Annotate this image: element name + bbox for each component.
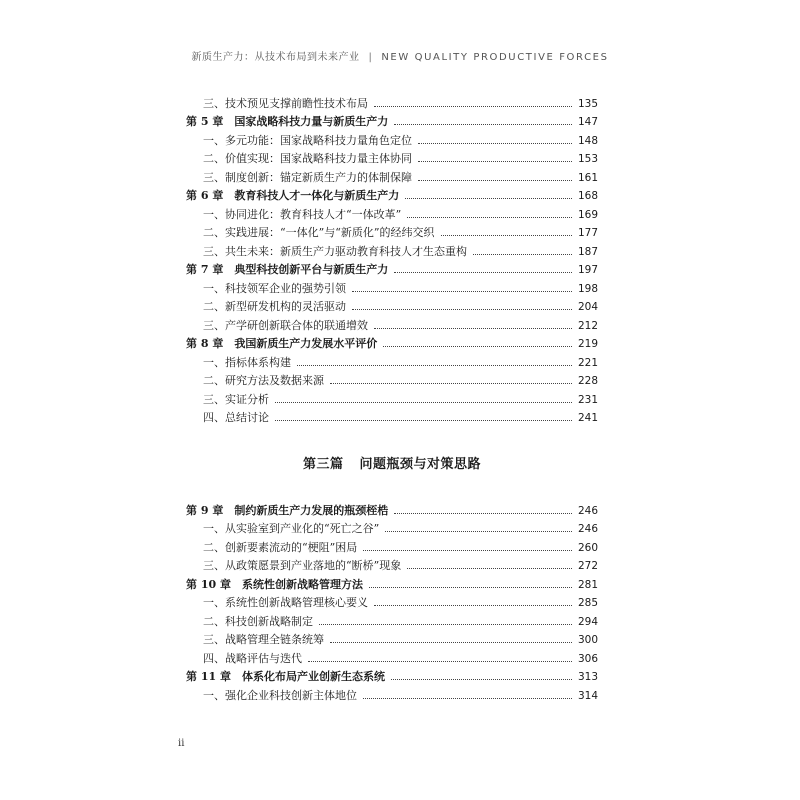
- toc-entry-title: 第 10 章 系统性创新战略管理方法: [186, 577, 363, 591]
- toc-page-number: 148: [577, 134, 598, 147]
- toc-page-number: 241: [577, 412, 598, 424]
- header-title-cn: 新质生产力：从技术布局到未来产业: [191, 52, 360, 63]
- toc-entry-title: 二、新型研发机构的灵活驱动: [203, 300, 346, 313]
- toc-section-entry: [186, 222, 598, 241]
- toc-page-number: 153: [577, 153, 598, 165]
- page-folio: ii: [178, 738, 185, 749]
- toc-page-number: 168: [577, 190, 598, 202]
- toc-section-entry: [186, 536, 598, 555]
- dot-leader: [330, 383, 572, 384]
- toc-block-2: [186, 499, 598, 703]
- dot-leader: [275, 420, 572, 421]
- part-title: 问题瓶颈与对策思路: [359, 456, 482, 472]
- toc-section-entry: [186, 370, 598, 389]
- dot-leader: [374, 605, 572, 606]
- toc-chapter-entry: [186, 333, 598, 352]
- toc-entry-title: 三、制度创新：锚定新质生产力的体制保障: [203, 170, 412, 184]
- toc-page-number: 285: [577, 597, 598, 609]
- toc-entry-title: 二、实践进展：“一体化”与“新质化”的经纬交织: [203, 226, 435, 239]
- dot-leader: [473, 254, 572, 255]
- toc-entry-title: 三、实证分析: [203, 392, 269, 406]
- toc-page-number: 272: [577, 560, 598, 572]
- toc-page-number: 300: [577, 634, 598, 646]
- dot-leader: [407, 568, 572, 569]
- toc-page-number: 198: [577, 282, 598, 295]
- dot-leader: [352, 291, 572, 292]
- toc-chapter-entry: [186, 111, 598, 130]
- toc-block-1: [186, 92, 598, 425]
- toc-entry-title: 一、多元功能：国家战略科技力量角色定位: [203, 133, 412, 147]
- dot-leader: [297, 365, 572, 366]
- toc-section-entry: [186, 166, 598, 185]
- toc-entry-title: 三、共生未来：新质生产力驱动教育科技人才生态重构: [203, 244, 467, 258]
- toc-page-number: 314: [577, 689, 598, 702]
- toc-section-entry: [186, 388, 598, 407]
- toc-entry-title: 第 7 章 典型科技创新平台与新质生产力: [186, 263, 389, 276]
- toc-section-entry: [186, 92, 598, 111]
- dot-leader: [330, 642, 572, 643]
- toc-chapter-entry: [186, 499, 598, 518]
- dot-leader: [275, 402, 572, 403]
- header-title-en: NEW QUALITY PRODUCTIVE FORCES: [381, 52, 609, 63]
- dot-leader: [405, 198, 572, 199]
- toc-entry-title: 一、指标体系构建: [203, 355, 291, 369]
- toc-section-entry: [186, 203, 598, 222]
- toc-chapter-entry: [186, 666, 598, 685]
- toc-entry-title: 第 11 章 体系化布局产业创新生态系统: [186, 670, 385, 683]
- toc-entry-title: 第 8 章 我国新质生产力发展水平评价: [186, 337, 378, 350]
- toc-page-number: 177: [577, 227, 598, 239]
- toc-page-number: 231: [577, 393, 598, 406]
- toc-page-number: 187: [577, 245, 598, 258]
- toc-page-number: 135: [577, 97, 598, 110]
- toc-page-number: 147: [577, 116, 598, 128]
- toc-entry-title: 第 5 章 国家战略科技力量与新质生产力: [186, 115, 389, 128]
- toc-page-number: 204: [577, 301, 598, 313]
- toc-section-entry: [186, 129, 598, 148]
- toc-entry-title: 四、总结讨论: [203, 411, 269, 424]
- toc-section-entry: [186, 296, 598, 315]
- dot-leader: [418, 161, 572, 162]
- toc-page-number: 306: [577, 652, 598, 665]
- toc-section-entry: [186, 314, 598, 333]
- toc-page-number: 219: [577, 338, 598, 350]
- toc-page-number: 228: [577, 375, 598, 387]
- toc-section-entry: [186, 351, 598, 370]
- dot-leader: [407, 217, 572, 218]
- dot-leader: [374, 328, 572, 329]
- toc-entry-title: 二、科技创新战略制定: [203, 614, 313, 628]
- toc-page-number: 281: [577, 578, 598, 591]
- toc-page-number: 197: [577, 264, 598, 276]
- toc-entry-title: 一、从实验室到产业化的“死亡之谷”: [203, 522, 380, 535]
- toc-section-entry: [186, 629, 598, 648]
- dot-leader: [383, 346, 572, 347]
- dot-leader: [319, 624, 572, 625]
- toc-section-entry: [186, 407, 598, 426]
- toc-section-entry: [186, 148, 598, 167]
- toc-entry-title: 二、研究方法及数据来源: [203, 374, 324, 387]
- toc-section-entry: [186, 518, 598, 537]
- dot-leader: [385, 531, 572, 532]
- toc-page-number: 260: [577, 541, 598, 554]
- part-number: 第三篇: [302, 456, 344, 472]
- toc-section-entry: [186, 592, 598, 611]
- toc-page-number: 212: [577, 319, 598, 332]
- toc-entry-title: 二、创新要素流动的“梗阻”困局: [203, 540, 358, 554]
- table-of-contents: [186, 92, 598, 703]
- dot-leader: [308, 661, 572, 662]
- toc-page-number: 294: [577, 615, 598, 628]
- dot-leader: [394, 513, 572, 514]
- toc-entry-title: 二、价值实现：国家战略科技力量主体协同: [203, 152, 412, 165]
- toc-chapter-entry: [186, 185, 598, 204]
- toc-entry-title: 第 9 章 制约新质生产力发展的瓶颈桎梏: [186, 503, 389, 517]
- dot-leader: [418, 143, 572, 144]
- toc-page-number: 221: [577, 356, 598, 369]
- toc-section-entry: [186, 555, 598, 574]
- toc-entry-title: 一、协同进化：教育科技人才“一体改革”: [203, 207, 402, 221]
- toc-chapter-entry: [186, 259, 598, 278]
- toc-page-number: 313: [577, 671, 598, 683]
- toc-entry-title: 一、强化企业科技创新主体地位: [203, 688, 357, 702]
- dot-leader: [394, 272, 572, 273]
- dot-leader: [363, 698, 572, 699]
- toc-entry-title: 三、战略管理全链条统筹: [203, 633, 324, 646]
- toc-page-number: 246: [577, 523, 598, 535]
- dot-leader: [441, 235, 572, 236]
- running-header: [0, 48, 800, 63]
- dot-leader: [394, 124, 572, 125]
- toc-section-entry: [186, 277, 598, 296]
- toc-page-number: 246: [577, 504, 598, 517]
- dot-leader: [418, 180, 572, 181]
- toc-entry-title: 三、产学研创新联合体的联通增效: [203, 318, 368, 332]
- toc-entry-title: 第 6 章 教育科技人才一体化与新质生产力: [186, 189, 400, 202]
- toc-page-number: 169: [577, 208, 598, 221]
- header-separator: |: [368, 52, 373, 63]
- toc-entry-title: 三、从政策愿景到产业落地的“断桥”现象: [203, 559, 402, 572]
- toc-entry-title: 一、系统性创新战略管理核心要义: [203, 596, 368, 609]
- toc-section-entry: [186, 610, 598, 629]
- toc-entry-title: 四、战略评估与迭代: [203, 651, 302, 665]
- toc-entry-title: 三、技术预见支撑前瞻性技术布局: [203, 96, 368, 110]
- toc-entry-title: 一、科技领军企业的强势引领: [203, 281, 346, 295]
- toc-chapter-entry: [186, 573, 598, 592]
- toc-page-number: 161: [577, 171, 598, 184]
- toc-section-entry: [186, 647, 598, 666]
- dot-leader: [369, 587, 572, 588]
- toc-section-entry: [186, 684, 598, 703]
- dot-leader: [374, 106, 572, 107]
- dot-leader: [363, 550, 572, 551]
- dot-leader: [352, 309, 572, 310]
- part-heading: [186, 425, 598, 499]
- dot-leader: [391, 679, 572, 680]
- toc-section-entry: [186, 240, 598, 259]
